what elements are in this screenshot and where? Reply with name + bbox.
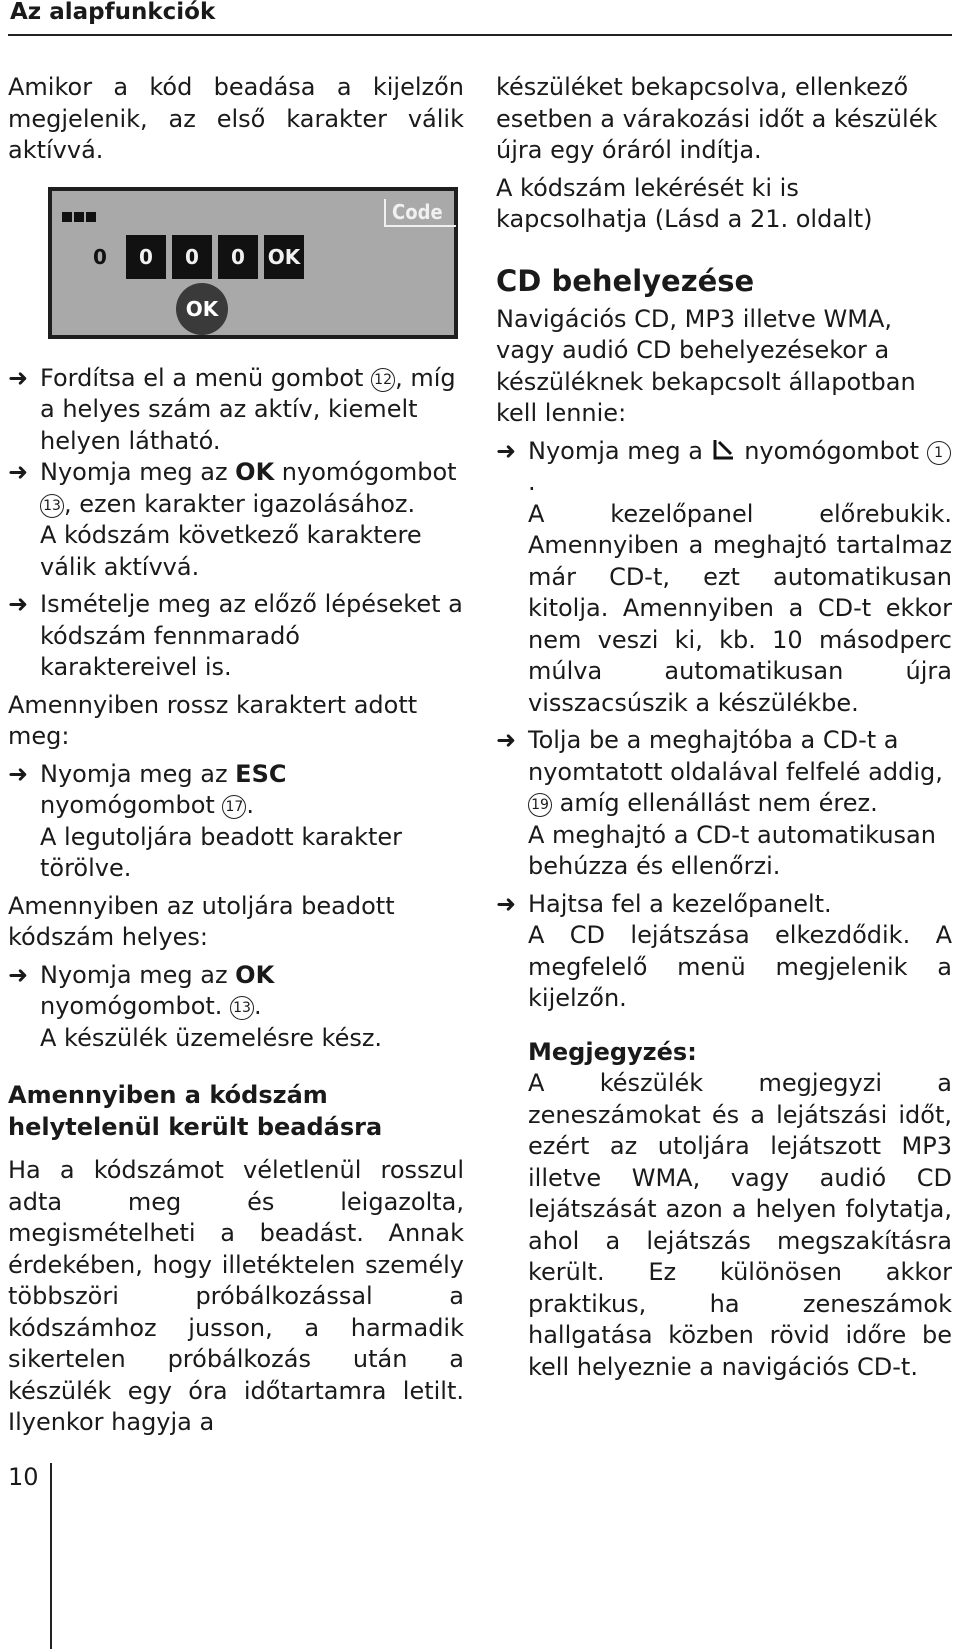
- ref-number: 12: [371, 368, 395, 392]
- step-result-text: A kódszám következő karaktere válik aktívvá.: [40, 521, 422, 581]
- signal-icon: [62, 199, 98, 231]
- step-press-ok: ➜ Nyomja meg az OK nyomógombot 13 , ezen karakter igazolásához.: [8, 458, 457, 518]
- step-result-text: A CD lejátszása elkezdődik. A megfelelő menü megjelenik a kijelzőn.: [528, 921, 952, 1012]
- panel-open-icon: [711, 438, 737, 462]
- arrow-right-icon: ➜: [496, 889, 517, 918]
- step-result-text: A meghajtó a CD-t automatikusan behúzza és ellenőrzi.: [528, 820, 936, 880]
- code-slot: 0: [126, 235, 166, 279]
- step-press-esc: ➜ Nyomja meg az ESC nyomógombot 17 .: [8, 759, 287, 819]
- code-slot-active: 0: [80, 235, 120, 279]
- code-slot: 0: [218, 235, 258, 279]
- footer-divider: [50, 1463, 52, 1649]
- right-column: [496, 72, 952, 1389]
- correct-code-intro: Amennyiben az utoljára beadott kódszám helyes:: [8, 891, 395, 951]
- step-insert-cd: ➜ Tolja be a meghajtóba a CD-t a nyomtatott oldalával felfelé addig, 19 amíg ellenállást nem érez.: [496, 726, 943, 817]
- ref-number: 13: [230, 996, 254, 1020]
- section-title: Az alapfunkciók: [10, 0, 216, 25]
- step-result-text: A kezelőpanel előrebukik. Amennyiben a meghajtó tartalmaz már CD-t, ezt automatikusan kitolja. Amennyiben a CD-t ekkor nem veszi ki, kb. 10 másodperc múlva automatikusan újra visszacsúszik a készülékbe.: [528, 499, 952, 717]
- arrow-right-icon: ➜: [496, 726, 517, 754]
- note-block: [496, 1037, 952, 1384]
- arrow-right-icon: ➜: [8, 363, 29, 392]
- ok-button-graphic: OK: [176, 283, 228, 335]
- continued-text-2: A kódszám lekérését ki is kapcsolhatja (Lásd a 21. oldalt): [496, 173, 873, 233]
- ref-number: 17: [222, 795, 246, 819]
- code-slot: 0: [172, 235, 212, 279]
- step-close-panel: ➜ Hajtsa fel a kezelőpanelt.: [496, 889, 952, 921]
- ref-number: 1: [927, 441, 951, 465]
- code-label: Code: [384, 199, 456, 227]
- wrong-char-intro: Amennyiben rossz karaktert adott meg:: [8, 690, 418, 750]
- step-turn-menu-knob: ➜ Fordítsa el a menü gombot 12 , míg a helyes szám az aktív, kiemelt helyen látható.: [8, 363, 456, 455]
- step-repeat: ➜ Ismételje meg az előző lépéseket a kódszám fennmaradó karaktereivel is.: [8, 590, 463, 681]
- code-slot-ok: OK: [264, 235, 304, 279]
- cd-insert-intro: Navigációs CD, MP3 illetve WMA, vagy audió CD behelyezésekor a készüléknek bekapcsolt állapotban kell lennie:: [496, 304, 916, 427]
- step-confirm-ok: ➜ Nyomja meg az OK nyomógombot. 13 .: [8, 960, 275, 1020]
- continued-text: készüléket bekapcsolva, ellenkező esetben a várakozási időt a készülék újra egy óráról indítja.: [496, 73, 938, 164]
- ref-number: 13: [40, 494, 64, 518]
- arrow-right-icon: ➜: [8, 759, 29, 788]
- cd-insert-heading: CD behelyezése: [496, 263, 755, 298]
- page-header: [8, 0, 952, 36]
- note-text: A készülék megjegyzi a zeneszámokat és a lejátszási időt, ezért az utoljára lejátszott MP3 illetve WMA, vagy audió CD lejátszását azon a helyen folytatja, ahol a lejátszás megszakításra került. Ez különösen akkor praktikus, ha zeneszámok hallgatása közben rövid időre be kell helyeznie a navigációs CD-t.: [528, 1069, 952, 1381]
- intro-text: Amikor a kód beadása a kijelzőn megjelenik, az első karakter válik aktívvá.: [8, 73, 464, 164]
- wrong-code-heading: Amennyiben a kódszám helytelenül került beadásra: [8, 1081, 383, 1141]
- note-title: Megjegyzés:: [528, 1037, 697, 1066]
- step-result-text: A legutoljára beadott karakter törölve.: [40, 822, 403, 882]
- arrow-right-icon: ➜: [496, 436, 517, 465]
- page-number: 10: [8, 1463, 39, 1491]
- code-display-figure: [48, 187, 458, 339]
- step-press-eject: ➜ Nyomja meg a nyomógombot 1.: [496, 436, 952, 499]
- display-screen: [52, 191, 454, 335]
- arrow-right-icon: ➜: [8, 590, 29, 618]
- step-result-text: A készülék üzemelésre kész.: [40, 1023, 383, 1052]
- arrow-right-icon: ➜: [8, 458, 29, 486]
- wrong-code-body: Ha a kódszámot véletlenül rosszul adta meg és leigazolta, megismételheti a beadást. Annak érdekében, hogy illetéktelen személy többszöri próbálkozással a kódszámhoz jusson, a harmadik sikertelen próbálkozás után a készülék egy óra időtartamra letilt. Ilyenkor hagyja a: [8, 1156, 464, 1436]
- left-column: [8, 72, 464, 1445]
- ref-number: 19: [528, 793, 552, 817]
- arrow-right-icon: ➜: [8, 960, 29, 989]
